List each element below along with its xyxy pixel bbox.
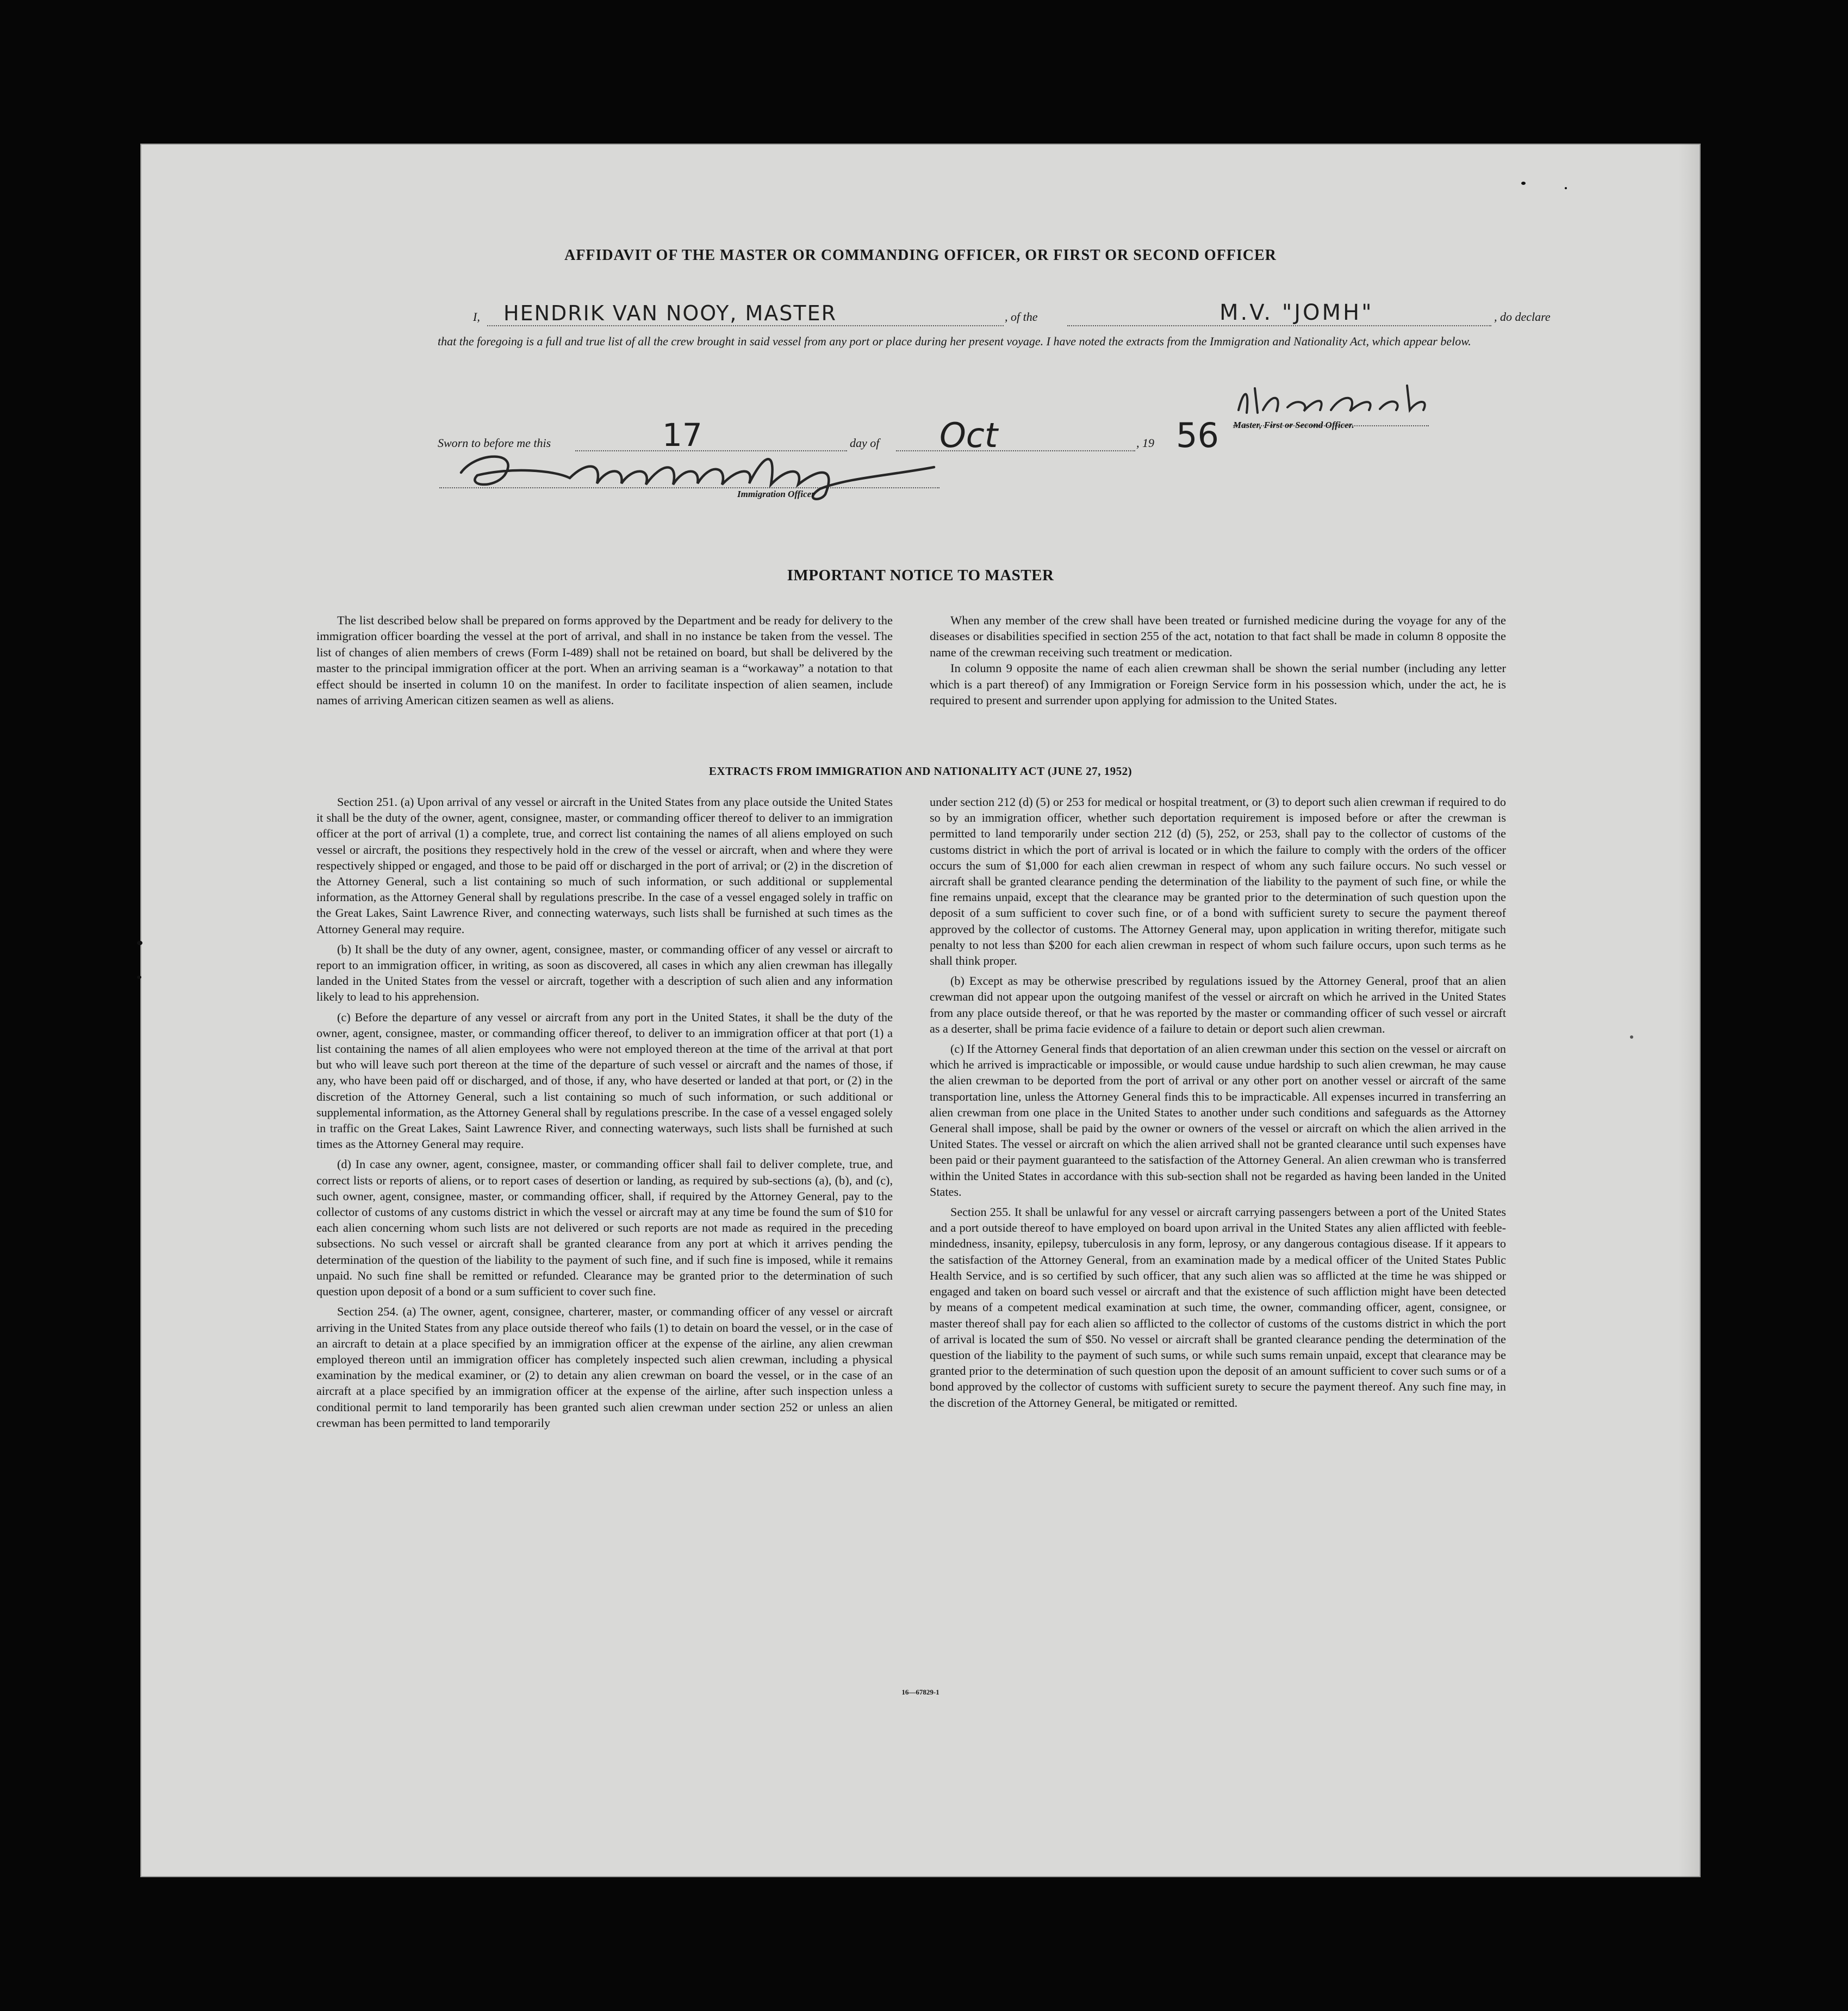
vessel-name-handwriting: M.V. "JOMH" (1219, 300, 1374, 325)
scan-speck (137, 976, 141, 979)
i-label: I, (473, 310, 480, 324)
sworn-year-handwriting: 56 (1176, 415, 1219, 455)
extracts-title: EXTRACTS FROM IMMIGRATION AND NATIONALITY ACT (JUNE 27, 1952) (708, 765, 1133, 778)
declaration-text: that the foregoing is a full and true list of all the crew brought in said vessel from any port or place during her present voyage. I have noted the extracts from the Immigration and Nationality Act, which appear below. (438, 334, 1471, 348)
page-edge-shadow (1679, 144, 1701, 1877)
notice-right-column (930, 612, 1506, 708)
notice-title: IMPORTANT NOTICE TO MASTER (787, 567, 1054, 584)
sworn-day-handwriting: 17 (662, 417, 702, 454)
notice-right-paragraph-1: When any member of the crew shall have been treated or furnished medicine during the voyage for any of the diseases or disabilities specified in section 255 of the act, notation to that fact shall be made in column 8 opposite the name of the crewman receiving such treatment or medication. (930, 613, 1506, 659)
form-page (140, 144, 1701, 1877)
section-251-d: (d) In case any owner, agent, consignee, master, or commanding officer shall fail to deliver complete, true, and correct lists or reports of aliens, or to report cases of desertion or landing, as required by sub-sections (a), (b), and (c), such owner, agent, consignee, master, or commanding officer, shall, if required by the Attorney General, pay to the collector of customs of any customs district in which the vessel or aircraft may at any time be found the sum of $10 for each alien concerning whom such lists are not delivered or such reports are not made as required in the preceding subsections. No such vessel or aircraft shall be granted clearance from any port at which it arrives pending the determination of the question of the liability to the payment of such fine, and if such fine is imposed, while it remains unpaid. No such fine shall be remitted or refunded. Clearance may be granted prior to the determination of such question upon deposit of a bond or a sum sufficient to cover such fine. (316, 1157, 893, 1299)
section-254-a-continued: under section 212 (d) (5) or 253 for medical or hospital treatment, or (3) to deport such alien crewman if required to do so by an immigration officer, whether such deportation requirement is imposed before or after the crewman is permitted to land temporarily under section 212 (d) (5), 252, or 253, shall pay to the collector of customs of the customs district in which the port of arrival is located or in which the failure to comply with the orders of the officer occurs the sum of $1,000 for each alien crewman in respect of whom any such failure occurs. No such vessel or aircraft shall be granted clearance pending the determination of the liability to the payment of such fine, or while the fine remains unpaid, except that the clearance may be granted prior to the determination of such question upon the deposit of a sum sufficient to cover such fine, or of a bond with sufficient surety to secure the payment thereof approved by the collector of customs. The Attorney General may, upon application in writing therefor, mitigate such penalty to not less than $200 for each alien crewman in respect of whom such failure occurs, upon such terms as he shall think proper. (930, 795, 1506, 968)
section-255: Section 255. It shall be unlawful for any vessel or aircraft carrying passengers between a port of the United States and a port outside thereof to have employed on board upon arrival in the United States any alien afflicted with feeble-mindedness, insanity, epilepsy, tuberculosis in any form, leprosy, or any dangerous contagious disease. If it appears to the satisfaction of the Attorney General, from an examination made by a medical officer of the United States Public Health Service, and is so certified by such officer, that any such alien was so afflicted at the time he was shipped or engaged and taken on board such vessel or aircraft and that the existence of such affliction might have been detected by means of a competent medical examination at such time, the owner, commanding officer, agent, consignee, or master thereof shall pay for each alien so afflicted to the collector of customs of the customs district in which the port of arrival is located the sum of $50. No vessel or aircraft shall be granted clearance pending the determination of the question of the liability to the payment of such sums, or while such sums remain unpaid, except that clearance may be granted prior to the determination of such question upon the deposit of an amount sufficient to cover such sums or of a bond approved by the collector of customs with sufficient surety to secure the payment thereof. Any such fine may, in the discretion of the Attorney General, be mitigated or remitted. (930, 1205, 1506, 1410)
sworn-label: Sworn to before me this (438, 436, 551, 450)
notice-left-column (316, 612, 893, 708)
year-prefix-label: , 19 (1136, 436, 1154, 450)
of-the-label: , of the (1005, 310, 1038, 324)
section-251-b: (b) It shall be the duty of any owner, agent, consignee, master, or commanding officer of any vessel or aircraft to report to an immigration officer, in writing, as soon as discovered, all cases in which any alien crewman has illegally landed in the United States from the vessel or aircraft, together with a description of such alien and any information likely to lead to his apprehension. (316, 942, 893, 1004)
immigration-officer-caption: Immigration Officer (737, 489, 815, 499)
sworn-month-handwriting: Oct (939, 415, 998, 455)
master-signature (1233, 377, 1440, 426)
extracts-right-column (930, 794, 1506, 1411)
affidavit-title: AFFIDAVIT OF THE MASTER OR COMMANDING OFFICER, OR FIRST OR SECOND OFFICER (564, 247, 1277, 264)
scan-speck (1630, 1035, 1633, 1039)
vessel-name-field (1067, 300, 1491, 326)
section-254-c: (c) If the Attorney General finds that deportation of an alien crewman under this section on the vessel or aircraft on which he arrived is impracticable or impossible, or would cause undue hardship to such alien crewman, he may cause the alien crewman to be deported from the port of arrival or any other port on another vessel or aircraft of the same transportation line, unless the Attorney General finds this to be impracticable. All expenses incurred in transferring an alien crewman from one place in the United States to another under such conditions and safeguards as the Attorney General shall impose, shall be paid by the owner or owners of the vessel or aircraft on which the alien arrived in the United States. The vessel or aircraft on which the alien arrived shall not be granted clearance until such expenses have been paid or their payment guaranteed to the satisfaction of the Attorney General. An alien crewman who is transferred within the United States in accordance with this sub-section shall not be regarded as having been landed in the United States. (930, 1042, 1506, 1199)
day-of-label: day of (850, 436, 880, 450)
form-code: 16—67829-1 (901, 1688, 939, 1696)
do-declare-label: , do declare (1494, 310, 1551, 324)
notice-right-paragraph-2: In column 9 opposite the name of each alien crewman shall be shown the serial number (including any letter which is a part thereof) of any Immigration or Foreign Service form in his possession which, under the act, he is required to present and surrender upon applying for admission to the United States. (930, 661, 1506, 707)
immigration-officer-signature (445, 445, 967, 505)
master-name-field (487, 301, 1004, 326)
scan-speck (1521, 182, 1526, 185)
extracts-left-column (316, 794, 893, 1431)
section-254-b: (b) Except as may be otherwise prescribed by regulations issued by the Attorney General, proof that an alien crewman did not appear upon the outgoing manifest of the vessel or aircraft on which he arrived in the United States from any place outside thereof, or that he was reported by the master or commanding officer of such vessel or aircraft as a deserter, shall be prima facie evidence of a failure to detain or deport such alien crewman. (930, 974, 1506, 1035)
master-signature-caption: Master, First or Second Officer. (1233, 420, 1354, 430)
master-name-handwriting: HENDRIK VAN NOOY, MASTER (503, 301, 837, 325)
notice-left-paragraph: The list described below shall be prepared on forms approved by the Department and be ready for delivery to the immigration officer boarding the vessel at the port of arrival, and shall in no instance be taken from the vessel. The list of changes of alien members of crews (Form I-489) shall not be retained on board, but shall be delivered by the master to the principal immigration officer at the port. When an arriving seaman is a “workaway” a notation to that effect should be inserted in column 10 on the manifest. In order to facilitate inspection of alien seamen, include names of arriving American citizen seamen as well as aliens. (316, 613, 893, 707)
scan-speck (1565, 187, 1567, 189)
section-251-c: (c) Before the departure of any vessel or aircraft from any port in the United States, it shall be the duty of the owner, agent, consignee, master, or commanding officer thereof, to deliver to an immigration officer at that port (1) a list containing the names of all alien employees who were not employed thereon at the time of the arrival at that port but who will leave such port thereon at the time of the departure of such vessel or aircraft and the names of those, if any, who have been paid off or discharged, and of those, if any, who have deserted or landed at that port, or (2) in the discretion of the Attorney General, such a list containing so much of such information, or such additional or supplemental information, as the Attorney General shall by regulations prescribe. In the case of a vessel engaged solely in traffic on the Great Lakes, Saint Lawrence River, and connecting waterways, such lists shall be furnished at such times as the Attorney General may require. (316, 1010, 893, 1151)
scan-speck (137, 941, 142, 945)
section-254-a: Section 254. (a) The owner, agent, consignee, charterer, master, or commanding officer of any vessel or aircraft arriving in the United States from any place outside thereof who fails (1) to detain on board the vessel, or in the case of an aircraft to detain at a place specified by an immigration officer at the expense of the airline, any alien crewman employed thereon until an immigration officer has completely inspected such alien crewman, including a physical examination by the medical examiner, or (2) to detain any alien crewman on board the vessel, or in the case of an aircraft at a place specified by an immigration officer at the expense of the airline, after such inspection unless a conditional permit to land temporarily has been granted such alien crewman under section 252 or unless an alien crewman has been permitted to land temporarily (316, 1305, 893, 1430)
section-251-a: Section 251. (a) Upon arrival of any vessel or aircraft in the United States from any place outside the United States it shall be the duty of the owner, agent, consignee, master, or commanding officer thereof to deliver to an immigration officer at the port of arrival (1) a complete, true, and correct list containing the names of all aliens employed on such vessel or aircraft, the positions they respectively hold in the crew of the vessel or aircraft, when and where they were respectively shipped or engaged, and those to be paid off or discharged in the port of arrival; or (2) in the discretion of the Attorney General, such a list containing so much of such information, or such additional or supplemental information, as the Attorney General shall by regulations prescribe. In the case of a vessel engaged solely in traffic on the Great Lakes, Saint Lawrence River, and connecting waterways, such lists shall be furnished at such times as the Attorney General may require. (316, 795, 893, 936)
